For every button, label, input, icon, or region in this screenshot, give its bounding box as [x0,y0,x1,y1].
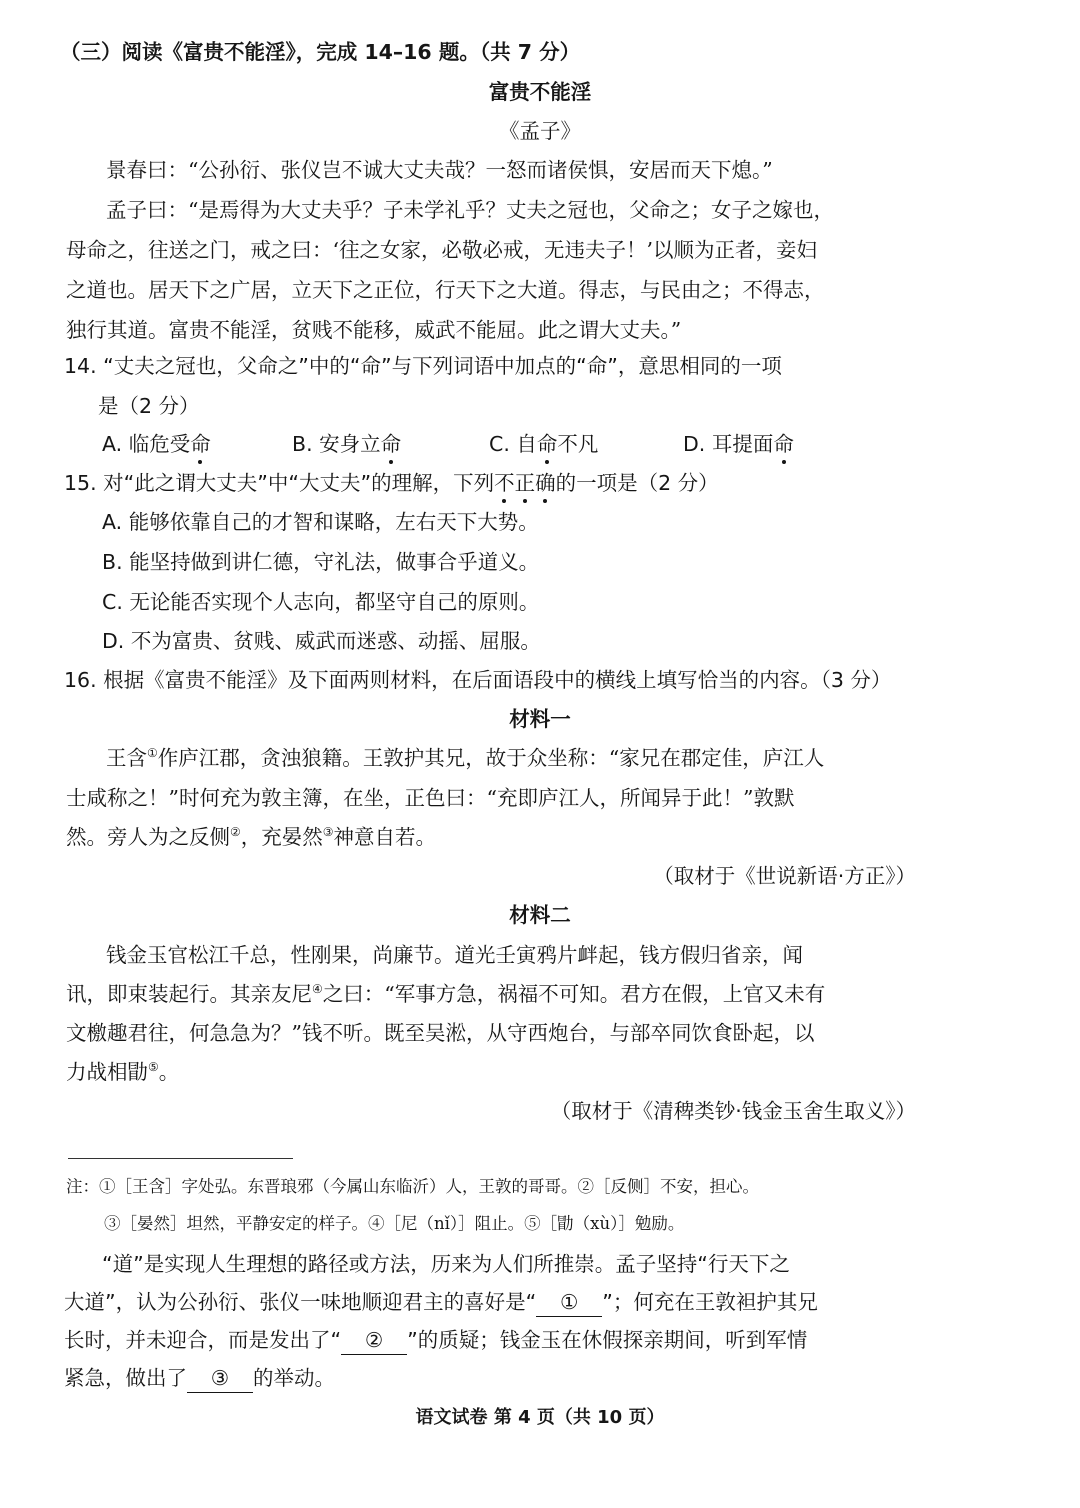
q14-option-d-dotted-char: 命 [773,432,794,456]
material1-text: 作庐江郡，贪浊狼籍。王敦护其兄，故于众坐称：“家兄在郡定佳，庐江人 [157,746,825,770]
footnote-divider [68,1158,293,1159]
material1-line: 士咸称之！”时何充为敦主簿，在坐，正色曰：“充即庐江人，所闻异于此！”敦默 [66,786,795,810]
q14-option-a-text: A. 临危受 [102,432,191,456]
fill-paragraph-line: “道”是实现人生理想的路径或方法，历来为人们所推崇。孟子坚持“行天下之 [102,1252,790,1276]
fill-text: 紧急，做出了 [64,1366,187,1390]
passage-paragraph-1: 景春曰：“公孙衍、张仪岂不诚大丈夫哉？一怒而诸侯惧，安居而天下熄。” [106,158,773,182]
footnote-ref-5: ⑤ [148,1060,159,1075]
q15-stem-dotted-char: 正 [514,471,536,495]
q15-option-b: B. 能坚持做到讲仁德，守礼法，做事合乎道义。 [102,550,540,574]
fill-paragraph-line [64,1288,818,1317]
q16-stem: 16. 根据《富贵不能淫》及下面两则材料，在后面语段中的横线上填写恰当的内容。（3 分） [64,668,892,692]
q14-option-b-text: B. 安身立 [292,432,381,456]
q15-stem [64,469,719,497]
passage-paragraph-2-line: 孟子曰：“是焉得为大丈夫乎？子未学礼乎？丈夫之冠也，父命之；女子之嫁也， [106,198,834,222]
q14-option-b [292,430,401,458]
q14-option-c-text-end: 不凡 [557,432,599,456]
material1-text: 然。旁人为之反侧 [66,825,230,849]
q15-stem-text-end: 的一项是（2 分） [555,471,719,495]
footnote-line: 注：①［王含］字处弘。东晋琅邪（今属山东临沂）人，王敦的哥哥。②［反侧］不安，担心。 [66,1177,759,1196]
material1-line [66,823,436,851]
q14-option-d-text: D. 耳提面 [683,432,774,456]
material2-line: 钱金玉官松江千总，性刚果，尚廉节。道光壬寅鸦片衅起，钱方假归省亲，闻 [106,943,803,967]
q14-option-a-dotted-char: 命 [190,432,211,456]
q14-stem-cont: 是（2 分） [98,394,200,418]
q14-option-c-text: C. 自 [489,432,537,456]
q14-option-b-dotted-char: 命 [380,432,402,456]
answer-blank-2[interactable]: ② [341,1326,407,1355]
section-header: （三）阅读《富贵不能淫》，完成 14–16 题。（共 7 分） [60,40,581,64]
q15-stem-dotted-char: 确 [535,471,556,495]
material1-text: ，充晏然 [240,825,323,849]
q14-option-c [489,430,598,458]
material2-line [66,980,825,1008]
footnote-ref-1: ① [147,746,158,761]
material2-line [66,1058,179,1086]
material2-text: 力战相勖 [66,1060,148,1084]
passage-paragraph-2-line: 独行其道。富贵不能淫，贫贱不能移，威武不能屈。此之谓大丈夫。” [66,318,682,342]
q14-stem: 14. “丈夫之冠也，父命之”中的“命”与下列词语中加点的“命”，意思相同的一项 [64,354,782,378]
q14-option-c-dotted-char: 命 [536,432,558,456]
fill-text: ”的质疑；钱金玉在休假探亲期间，听到军情 [407,1328,808,1352]
material1-line [106,744,824,772]
answer-blank-3[interactable]: ③ [187,1364,253,1393]
fill-paragraph-line [64,1364,335,1393]
material1-text: 神意自若。 [333,825,437,849]
q15-stem-text: 15. 对“此之谓大丈夫”中“大丈夫”的理解，下列 [64,471,495,495]
passage-paragraph-2-line: 之道也。居天下之广居，立天下之正位，行天下之大道。得志，与民由之；不得志， [66,278,825,302]
q15-option-d: D. 不为富贵、贫贱、威武而迷惑、动摇、屈服。 [102,629,541,653]
material1-source: （取材于《世说新语·方正》） [653,864,916,888]
footnote-ref-3: ③ [322,825,334,840]
q15-option-c: C. 无论能否实现个人志向，都坚守自己的原则。 [102,590,540,614]
q15-stem-dotted-char: 不 [494,471,515,495]
material2-source: （取材于《清稗类钞·钱金玉舍生取义》） [550,1099,916,1123]
footnote-line: ③［晏然］坦然，平静安定的样子。④［尼（nǐ）］阻止。⑤［勖（xù）］勉励。 [104,1214,685,1233]
fill-text: ”；何充在王敦袒护其兄 [602,1290,818,1314]
fill-text: 的举动。 [253,1366,335,1390]
q14-option-a [102,430,211,458]
material2-text: 。 [158,1060,180,1084]
footnote-ref-4: ④ [312,982,323,997]
footnote-ref-2: ② [230,825,241,840]
passage-author: 《孟子》 [499,119,581,143]
material2-line: 文檄趣君往，何急急为？”钱不听。既至吴淞，从守西炮台，与部卒同饮食卧起，以 [66,1021,815,1045]
material2-text: 之曰：“军事方急，祸福不可知。君方在假，上官又未有 [322,982,826,1006]
material1-text: 王含 [106,746,147,770]
fill-text: 大道”，认为公孙衍、张仪一味地顺迎君主的喜好是“ [64,1290,537,1314]
material2-text: 讯，即束装起行。其亲友尼 [66,982,312,1006]
q15-option-a: A. 能够依靠自己的才智和谋略，左右天下大势。 [102,510,539,534]
fill-paragraph-line [64,1326,807,1355]
passage-paragraph-2-line: 母命之，往送之门，戒之曰：‘往之女家，必敬必戒，无违夫子！’以顺为正者，妾妇 [66,238,818,262]
answer-blank-1[interactable]: ① [536,1288,602,1317]
material2-title: 材料二 [509,903,571,927]
fill-text: 长时，并未迎合，而是发出了“ [64,1328,342,1352]
material1-title: 材料一 [509,707,571,731]
q14-option-d [683,430,794,458]
passage-title: 富贵不能淫 [488,80,592,104]
page-footer: 语文试卷 第 4 页（共 10 页） [415,1407,665,1428]
